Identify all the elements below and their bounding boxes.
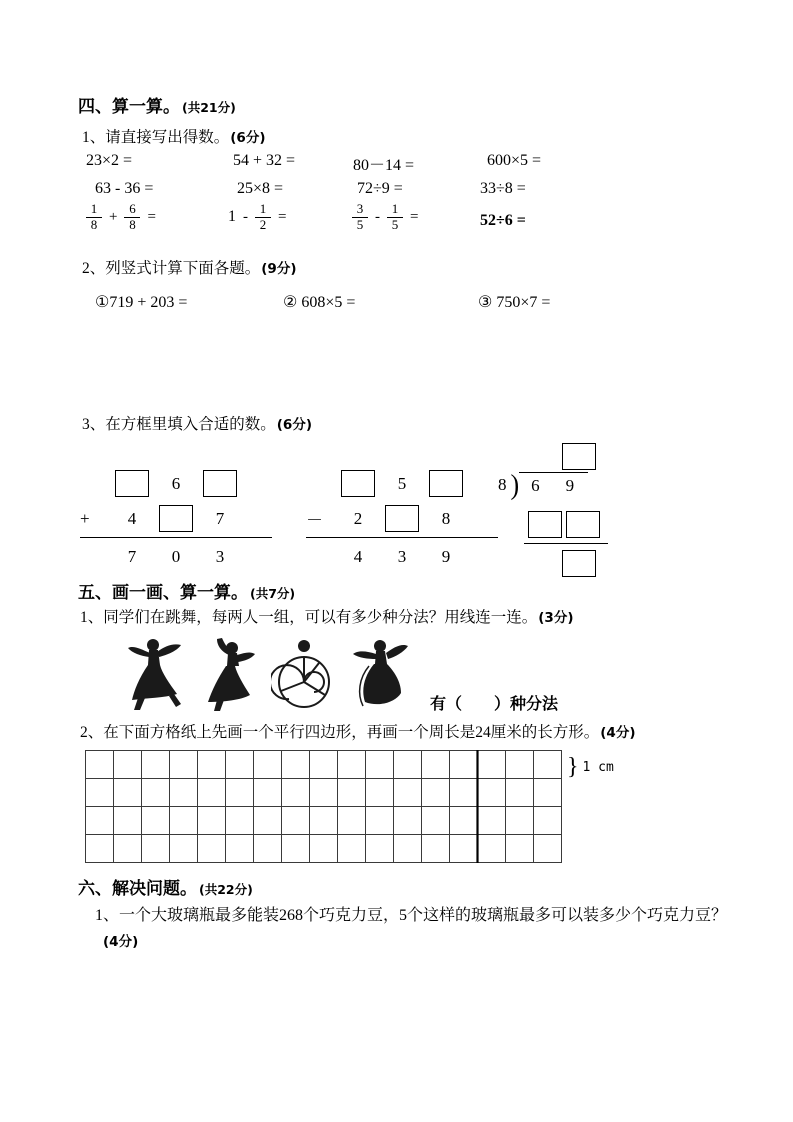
equals-sign: = — [278, 208, 287, 225]
cell-size-indicator — [567, 752, 614, 782]
vertical-calc-item-3: ③ 750×7 = — [478, 294, 551, 311]
answer-box — [341, 470, 375, 497]
brace-icon: } — [567, 754, 579, 780]
plus-operator: + — [80, 508, 90, 528]
oral-expr-7: 72÷9 = — [357, 180, 403, 197]
section-4-heading — [78, 92, 236, 117]
fill-box-addition-puzzle — [80, 466, 280, 574]
digit: 0 — [171, 546, 181, 566]
q4-2-label-text: 2、列竖式计算下面各题。 — [82, 260, 261, 277]
q6-1-text: 1、一个大玻璃瓶最多能装268个巧克力豆，5个这样的玻璃瓶最多可以装多少个巧克力豆？ — [95, 907, 728, 924]
denominator: 8 — [129, 216, 136, 232]
oral-expr-1: 23×2 = — [86, 152, 133, 169]
grouping-answer-blank: 有（ ）种分法 — [430, 694, 559, 713]
digit: 5 — [397, 473, 407, 493]
fraction — [86, 202, 102, 233]
q4-3-label — [82, 412, 312, 434]
remainder-row — [562, 550, 628, 582]
cell — [424, 470, 468, 497]
digit: 2 — [353, 508, 363, 528]
answer-box — [562, 550, 596, 577]
section-5-heading — [78, 578, 295, 603]
subtraction-top-row — [306, 466, 506, 501]
denominator: 8 — [90, 216, 98, 232]
answer-box — [385, 505, 419, 532]
equals-sign: = — [147, 208, 156, 225]
denominator: 5 — [391, 216, 399, 232]
divisor: 8 — [498, 475, 507, 494]
dividend — [519, 472, 588, 496]
cell — [198, 470, 242, 497]
grid-paper — [85, 750, 563, 869]
digit: 6 — [171, 473, 181, 493]
digit: 8 — [441, 508, 451, 528]
dancer-arms-out-icon — [125, 636, 187, 719]
q5-1-label — [80, 605, 574, 627]
answer-box — [159, 505, 193, 532]
fill-box-subtraction-puzzle — [306, 466, 506, 574]
numerator: 1 — [387, 202, 403, 218]
q5-1-score: (3分) — [538, 610, 574, 626]
subtraction-result-row — [306, 539, 506, 574]
subtraction-mid-row — [306, 501, 506, 536]
section-6-heading — [78, 874, 253, 899]
oral-expr-4: 600×5 = — [487, 152, 542, 169]
equals-sign: = — [410, 208, 419, 225]
numerator: 6 — [124, 202, 140, 218]
digit: 3 — [215, 546, 225, 566]
numerator: 1 — [255, 202, 271, 218]
digit: 4 — [127, 508, 137, 528]
q4-1-score: (6分) — [230, 130, 266, 146]
digit: 7 — [215, 508, 225, 528]
q5-2-label-text: 2、在下面方格纸上先画一个平行四边形，再画一个周长是24厘米的长方形。 — [80, 724, 600, 741]
fraction — [352, 202, 368, 233]
answer-box — [429, 470, 463, 497]
digit: 3 — [397, 546, 407, 566]
section-6-score: (共22分) — [199, 882, 253, 897]
dividend-ones: 9 — [565, 476, 575, 495]
section-6-title: 六、解决问题。 — [78, 879, 197, 899]
oral-expr-3: 80－14 = — [353, 157, 415, 174]
minus-operator: － — [306, 511, 323, 530]
q4-2-label — [82, 256, 297, 278]
fraction — [124, 202, 140, 233]
oral-expr-6: 25×8 = — [237, 180, 284, 197]
cell — [380, 505, 424, 532]
dancer-arm-up-icon — [199, 636, 259, 719]
denominator: 2 — [259, 216, 267, 232]
dancer-swirl-fan-icon — [271, 636, 337, 719]
division-bracket-icon: ) — [510, 468, 520, 501]
dancer-veil-icon — [349, 636, 413, 719]
section-4-score: (共21分) — [182, 100, 236, 115]
answer-box — [203, 470, 237, 497]
answer-box — [566, 511, 600, 538]
fill-box-division-puzzle — [498, 443, 628, 582]
oral-expr-9 — [86, 202, 156, 233]
cell — [110, 470, 154, 497]
partial-product-row — [528, 511, 628, 538]
cell — [336, 470, 380, 497]
section-4-title: 四、算一算。 — [78, 97, 180, 117]
cell — [154, 505, 198, 532]
dividend-tens: 6 — [531, 476, 540, 495]
quotient-box — [562, 443, 596, 470]
fraction — [255, 202, 271, 233]
addition-result-row — [80, 539, 280, 574]
q5-2-label — [80, 720, 636, 742]
section-5-title: 五、画一画、算一算。 — [78, 583, 248, 603]
operator: - — [243, 208, 248, 225]
digit: 4 — [353, 546, 363, 566]
answer-box — [528, 511, 562, 538]
numerator: 1 — [86, 202, 102, 218]
answer-box — [115, 470, 149, 497]
q4-1-label — [82, 125, 266, 147]
oral-expr-10 — [228, 202, 286, 233]
q5-1-label-text: 1、同学们在跳舞，每两人一组，可以有多少种分法？用线连一连。 — [80, 609, 538, 626]
denominator: 5 — [356, 216, 364, 232]
digit: 7 — [127, 546, 137, 566]
quotient-row — [562, 443, 628, 472]
q5-2-score: (4分) — [600, 725, 636, 741]
q6-1-score: (4分) — [103, 934, 139, 950]
operator: - — [375, 208, 380, 225]
addition-mid-row — [80, 501, 280, 536]
dancers-illustration — [125, 636, 413, 719]
cell-unit-label: 1 cm — [582, 759, 614, 775]
integer: 1 — [228, 208, 236, 226]
q4-2-score: (9分) — [261, 261, 297, 277]
remainder-line — [524, 543, 608, 544]
vertical-calc-item-1: ①719 + 203 = — [95, 294, 188, 311]
q4-1-label-text: 1、请直接写出得数。 — [82, 129, 230, 146]
oral-expr-5: 63 - 36 = — [95, 180, 154, 197]
oral-expr-11 — [352, 202, 418, 233]
difference-line — [306, 537, 498, 538]
operator: + — [109, 208, 118, 225]
oral-expr-12: 52÷6 = — [480, 212, 526, 229]
section-5-score: (共7分) — [250, 586, 296, 601]
q4-3-label-text: 3、在方框里填入合适的数。 — [82, 416, 276, 433]
vertical-calc-item-2: ② 608×5 = — [283, 294, 356, 311]
division-main-row — [498, 468, 628, 502]
addition-top-row — [80, 466, 280, 501]
oral-expr-8: 33÷8 = — [480, 180, 526, 197]
digit: 9 — [441, 546, 451, 566]
sum-line — [80, 537, 272, 538]
q4-3-score: (6分) — [276, 417, 312, 433]
oral-expr-2: 54 + 32 = — [233, 152, 296, 169]
fraction — [387, 202, 403, 233]
numerator: 3 — [352, 202, 368, 218]
